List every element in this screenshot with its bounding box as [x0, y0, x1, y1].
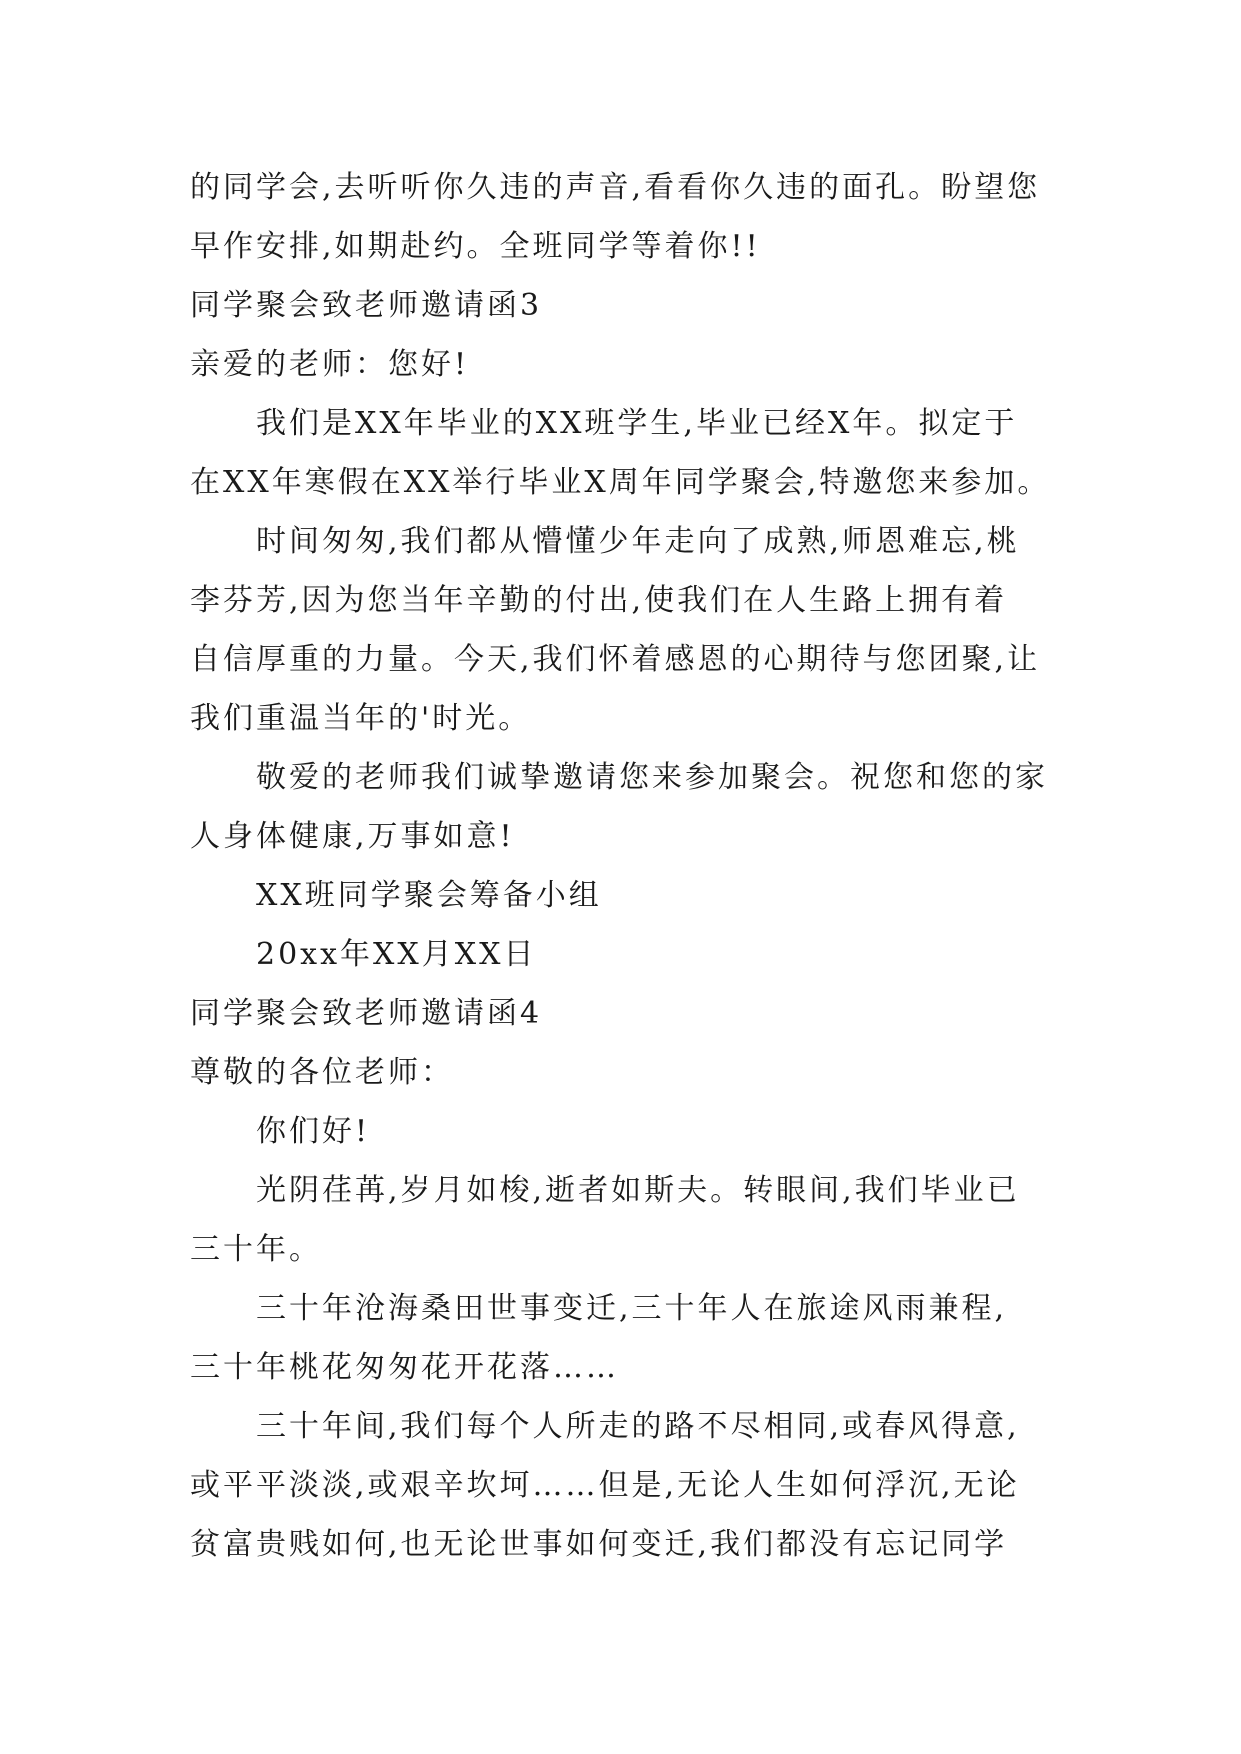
paragraph-line: 早作安排,如期赴约。全班同学等着你!!	[190, 229, 761, 264]
paragraph-line: 贫富贵贱如何,也无论世事如何变迁,我们都没有忘记同学	[190, 1527, 1008, 1562]
paragraph-line: 三十年沧海桑田世事变迁,三十年人在旅途风雨兼程,	[256, 1291, 1008, 1326]
signature: XX班同学聚会筹备小组	[256, 878, 602, 913]
paragraph-line: 的同学会,去听听你久违的声音,看看你久违的面孔。盼望您	[190, 170, 1041, 205]
date-line: 20xx年XX月XX日	[256, 937, 537, 972]
paragraph-line: 三十年。	[190, 1232, 322, 1267]
paragraph-line: 或平平淡淡,或艰辛坎坷……但是,无论人生如何浮沉,无论	[190, 1468, 1020, 1503]
greeting: 你们好!	[256, 1114, 371, 1149]
paragraph-line: 自信厚重的力量。今天,我们怀着感恩的心期待与您团聚,让	[190, 642, 1041, 677]
paragraph-line: 时间匆匆,我们都从懵懂少年走向了成熟,师恩难忘,桃	[256, 524, 1020, 559]
paragraph-line: 三十年桃花匆匆花开花落……	[190, 1350, 619, 1385]
paragraph-line: 李芬芳,因为您当年辛勤的付出,使我们在人生路上拥有着	[190, 583, 1008, 618]
salutation: 尊敬的各位老师：	[190, 1055, 454, 1090]
paragraph-line: 人身体健康,万事如意!	[190, 819, 515, 854]
paragraph-line: 光阴荏苒,岁月如梭,逝者如斯夫。转眼间,我们毕业已	[256, 1173, 1020, 1208]
paragraph-line: 我们是XX年毕业的XX班学生,毕业已经X年。拟定于	[256, 406, 1018, 441]
section-heading: 同学聚会致老师邀请函3	[190, 288, 543, 323]
section-heading: 同学聚会致老师邀请函4	[190, 996, 543, 1031]
document-body	[190, 158, 1060, 1574]
paragraph-line: 三十年间,我们每个人所走的路不尽相同,或春风得意,	[256, 1409, 1020, 1444]
salutation: 亲爱的老师：您好!	[190, 347, 470, 382]
paragraph-line: 在XX年寒假在XX举行毕业X周年同学聚会,特邀您来参加。	[190, 465, 1051, 500]
paragraph-line: 敬爱的老师我们诚挚邀请您来参加聚会。祝您和您的家	[256, 760, 1048, 795]
paragraph-line: 我们重温当年的'时光。	[190, 701, 532, 736]
